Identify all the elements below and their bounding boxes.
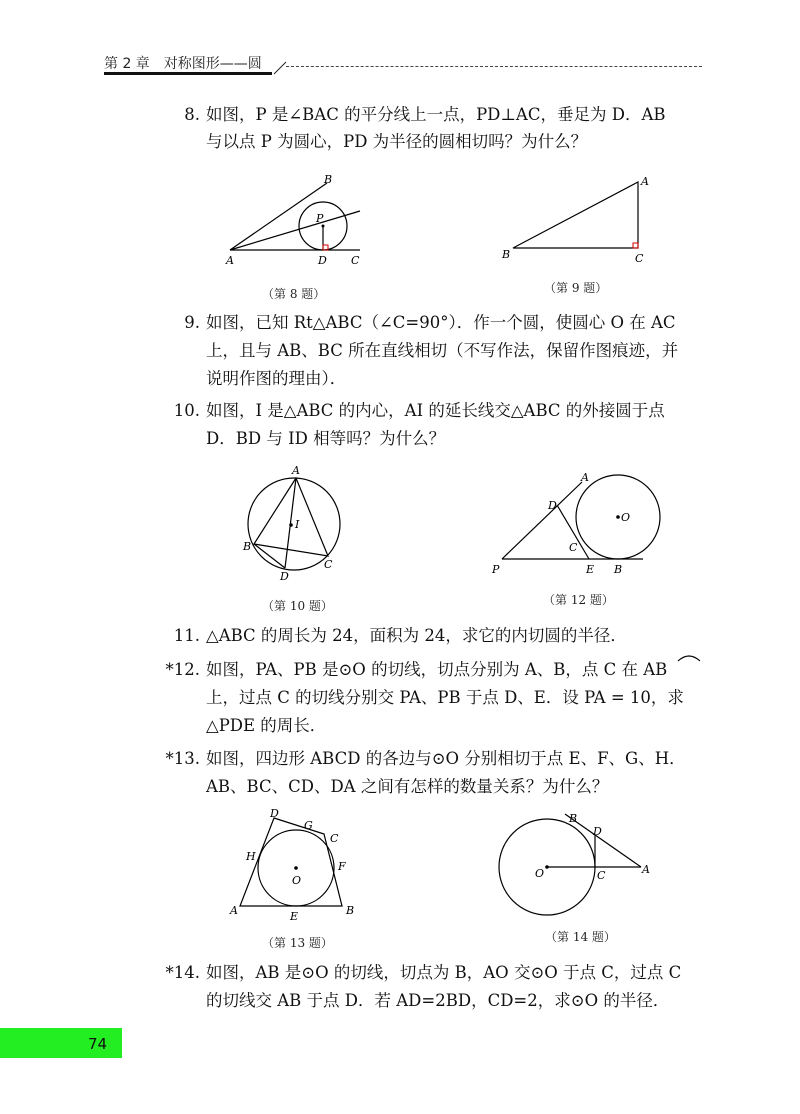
fig8-label-A: A: [226, 254, 234, 267]
figure-8: [220, 168, 380, 268]
problem-13-line-1: 如图，四边形 ABCD 的各边与⊙O 分别相切于点 E、F、G、H．: [206, 749, 686, 768]
caption-fig9: （第 9 题）: [544, 281, 608, 295]
fig12-label-O: O: [621, 511, 631, 524]
fig8-label-D: D: [318, 254, 327, 267]
problem-10-line-1: 如图，I 是△ABC 的内心，AI 的延长线交△ABC 的外接圆于点: [206, 401, 665, 420]
fig12-label-P: P: [492, 563, 500, 576]
fig12-label-E: E: [586, 563, 595, 576]
fig14-label-A: A: [642, 863, 650, 876]
fig8-label-B: B: [324, 173, 333, 186]
problem-12-line-2: 上，过点 C 的切线分别交 PA、PB 于点 D、E．设 PA = 10，求: [206, 688, 684, 707]
fig13-label-H: H: [246, 850, 256, 863]
problem-9-line-2: 上，且与 AB、BC 所在直线相切（不写作法，保留作图痕迹，并: [206, 341, 679, 360]
figure-12: [488, 465, 668, 585]
problem-11-line-1: △ABC 的周长为 24，面积为 24，求它的内切圆的半径．: [206, 626, 627, 645]
fig8-label-C: C: [351, 254, 360, 267]
header-underline: [104, 72, 272, 75]
page-number: 74: [88, 1035, 108, 1053]
problem-11-number: 11.: [173, 626, 200, 645]
fig10-label-D: D: [280, 570, 289, 583]
header-dashed-rule: [286, 66, 702, 67]
fig12-label-D: D: [548, 499, 557, 512]
problem-8-number: 8.: [184, 105, 200, 124]
problem-9-line-1: 如图，已知 Rt△ABC（∠C=90°）．作一个圆，使圆心 O 在 AC: [206, 313, 676, 332]
figure-9: [498, 170, 658, 270]
problem-13-number: *13.: [165, 749, 200, 768]
fig13-label-O: O: [292, 874, 302, 887]
caption-fig14: （第 14 题）: [545, 930, 616, 944]
caption-fig12: （第 12 题）: [543, 593, 614, 607]
figure-14: [495, 805, 665, 925]
fig12-label-C: C: [569, 541, 578, 554]
problem-9-line-3: 说明作图的理由）．: [206, 369, 347, 388]
fig10-label-A: A: [292, 464, 300, 477]
caption-fig8: （第 8 题）: [262, 287, 326, 301]
figure-13: [226, 808, 366, 923]
fig13-label-A: A: [230, 904, 238, 917]
fig13-label-B: B: [346, 904, 355, 917]
arc-symbol: [676, 652, 702, 662]
problem-14-number: *14.: [165, 963, 200, 982]
problem-9-number: 9.: [184, 313, 200, 332]
caption-fig10: （第 10 题）: [262, 599, 333, 613]
problem-12-number: *12.: [165, 660, 200, 679]
fig8-label-P: P: [316, 212, 324, 225]
problem-10-line-2: D．BD 与 ID 相等吗？为什么？: [206, 429, 446, 448]
problem-10-number: 10.: [173, 401, 200, 420]
fig9-label-A: A: [641, 175, 649, 188]
fig13-label-G: G: [304, 819, 313, 832]
fig13-label-F: F: [338, 860, 346, 873]
caption-fig13: （第 13 题）: [262, 936, 333, 950]
problem-14-line-1: 如图，AB 是⊙O 的切线，切点为 B，AO 交⊙O 于点 C，过点 C: [206, 963, 682, 982]
fig14-label-C: C: [597, 869, 606, 882]
fig10-label-C: C: [324, 558, 333, 571]
fig14-label-O: O: [535, 867, 545, 880]
fig13-label-E: E: [290, 910, 299, 923]
fig10-label-I: I: [295, 518, 300, 531]
problem-12-line-3: △PDE 的周长．: [206, 716, 327, 735]
header-slash: [272, 60, 288, 76]
problem-12-line-1: 如图，PA、PB 是⊙O 的切线，切点分别为 A、B，点 C 在 AB: [206, 660, 668, 679]
fig9-label-C: C: [635, 252, 644, 265]
problem-8-line-1: 如图，P 是∠BAC 的平分线上一点，PD⊥AC，垂足为 D．AB: [206, 105, 666, 124]
fig14-label-B: B: [569, 812, 578, 825]
fig10-label-B: B: [243, 540, 252, 553]
fig13-label-C: C: [330, 832, 339, 845]
fig12-label-A: A: [581, 471, 589, 484]
fig12-label-B: B: [614, 563, 623, 576]
fig9-label-B: B: [502, 248, 511, 261]
figure-10: [240, 460, 350, 585]
fig13-label-D: D: [270, 808, 279, 820]
problem-13-line-2: AB、BC、CD、DA 之间有怎样的数量关系？为什么？: [206, 777, 609, 796]
chapter-title: 第 2 章 对称图形——圆: [104, 56, 262, 72]
problem-14-line-2: 的切线交 AB 于点 D．若 AD=2BD，CD=2，求⊙O 的半径．: [206, 991, 670, 1010]
fig14-label-D: D: [593, 825, 602, 838]
problem-8-line-2: 与以点 P 为圆心，PD 为半径的圆相切吗？为什么？: [206, 132, 588, 151]
